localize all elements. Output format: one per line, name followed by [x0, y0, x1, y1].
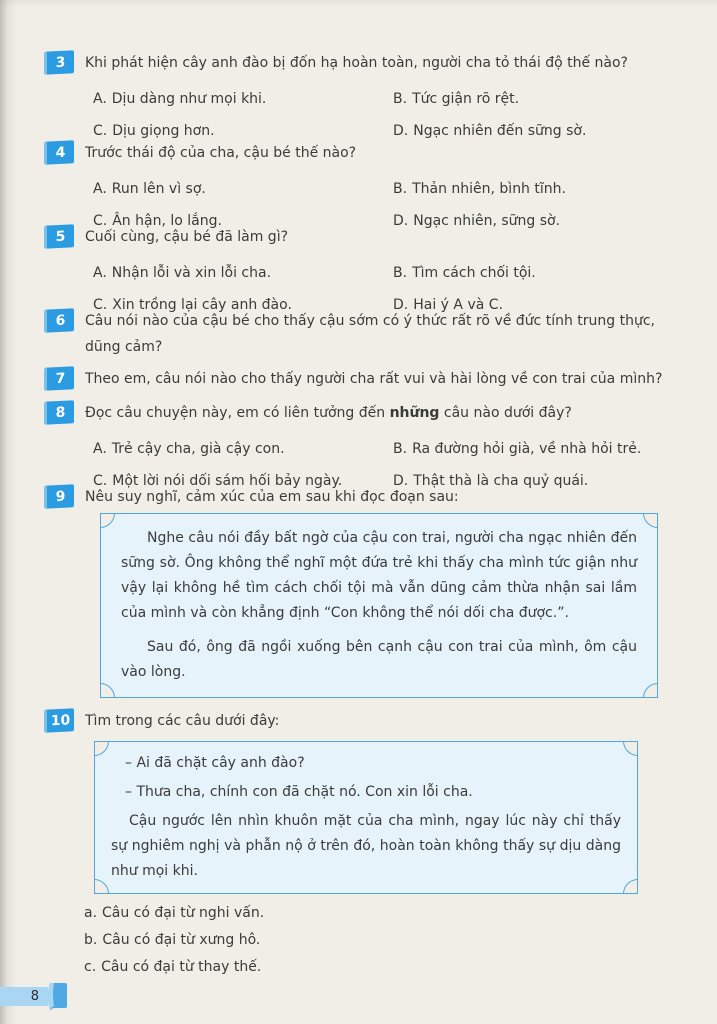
dialogue-line: – Thưa cha, chính con đã chặt nó. Con xin lỗi cha. — [125, 784, 473, 800]
book-icon — [45, 981, 69, 1013]
quote-text — [95, 742, 637, 893]
option-d: D. Ngạc nhiên đến sững sờ. — [393, 123, 587, 139]
question-3-options — [93, 86, 687, 144]
question-4-heading — [44, 140, 687, 166]
dialogue-line: – Ai đã chặt cây anh đào? — [125, 755, 305, 771]
option-d: D. Thật thà là cha quỷ quái. — [393, 473, 589, 489]
option-a: A. Dịu dàng như mọi khi. — [93, 91, 267, 107]
option-b: B. Tức giận rõ rệt. — [393, 91, 520, 107]
question-number-badge: 8 — [44, 400, 74, 425]
question-text: Nêu suy nghĩ, cảm xúc của em sau khi đọc đoạn sau: — [85, 489, 459, 505]
question-3 — [44, 50, 687, 144]
option-b: B. Tìm cách chối tội. — [393, 265, 536, 281]
question-text: Đọc câu chuyện này, em có liên tưởng đến những câu nào dưới đây? — [85, 405, 572, 421]
quote-paragraph: Sau đó, ông đã ngồi xuống bên cạnh cậu con trai của mình, ôm cậu vào lòng. — [121, 639, 637, 680]
question-7 — [44, 366, 687, 392]
question-10-heading — [44, 708, 687, 734]
option-c: C. Xin trồng lại cây anh đào. — [93, 297, 292, 313]
option-b: B. Thản nhiên, bình tĩnh. — [393, 181, 566, 197]
question-10-sub-options — [84, 900, 264, 981]
question-4 — [44, 140, 687, 234]
question-text: Trước thái độ của cha, cậu bé thế nào? — [85, 145, 357, 161]
question-text: Theo em, câu nói nào cho thấy người cha rất vui và hài lòng về con trai của mình? — [85, 371, 663, 387]
option-c: C. Ân hận, lo lắng. — [93, 213, 222, 229]
question-8 — [44, 400, 687, 494]
page-number-bar — [0, 987, 48, 1006]
question-5-heading — [44, 224, 687, 250]
quote-paragraph: Cậu ngước lên nhìn khuôn mặt của cha mình, ngay lúc này chỉ thấy sự nghiêm nghị và phẫn nộ ở trên đó, hoàn toàn không thấy sự dịu dàng như mọi khi. — [111, 813, 621, 879]
option-a: A. Trẻ cậy cha, già cậy con. — [93, 441, 285, 457]
question-9-heading — [44, 484, 687, 510]
question-number-badge: 10 — [44, 708, 74, 733]
option-d: D. Ngạc nhiên, sững sờ. — [393, 213, 561, 229]
option-d: D. Hai ý A và C. — [393, 297, 503, 313]
quote-text — [101, 514, 657, 697]
page-top-shadow — [0, 0, 717, 8]
option-c: C. Dịu giọng hơn. — [93, 123, 215, 139]
question-text: Tìm trong các câu dưới đây: — [85, 713, 280, 729]
question-6 — [44, 308, 687, 360]
question-10 — [44, 708, 687, 734]
sub-option-a: a. Câu có đại từ nghi vấn. — [84, 905, 265, 921]
question-9 — [44, 484, 687, 510]
question-text: Câu nói nào của cậu bé cho thấy cậu sớm có ý thức rất rõ về đức tính trung thực, dũng cảm? — [85, 313, 655, 355]
emphasized-word: những — [389, 405, 440, 421]
question-8-heading — [44, 400, 687, 426]
page-edge-shadow — [0, 0, 16, 1024]
option-a: A. Run lên vì sợ. — [93, 181, 206, 197]
sub-option-b: b. Câu có đại từ xưng hô. — [84, 932, 261, 948]
quote-box-question-10 — [94, 741, 638, 894]
question-5 — [44, 224, 687, 318]
question-6-heading — [44, 308, 687, 360]
question-7-heading — [44, 366, 687, 392]
question-number-badge: 5 — [44, 224, 74, 249]
question-text: Khi phát hiện cây anh đào bị đốn hạ hoàn toàn, người cha tỏ thái độ thế nào? — [85, 55, 628, 71]
question-3-heading — [44, 50, 687, 76]
option-c: C. Một lời nói dối sám hối bảy ngày. — [93, 473, 343, 489]
question-number-badge: 9 — [44, 484, 74, 509]
sub-option-c: c. Câu có đại từ thay thế. — [84, 959, 262, 975]
option-a: A. Nhận lỗi và xin lỗi cha. — [93, 265, 272, 281]
option-b: B. Ra đường hỏi già, về nhà hỏi trẻ. — [393, 441, 642, 457]
question-number-badge: 7 — [44, 366, 74, 391]
quote-paragraph: Nghe câu nói đầy bất ngờ của cậu con trai, người cha ngạc nhiên đến sững sờ. Ông không thể nghĩ một đứa trẻ khi thấy cha mình tức giận như vậy lại không hề tìm cách chối tội mà vẫn dũng cảm thừa nhận sai lầm của mình và còn khẳng định “Con không thể nói dối cha được.”. — [121, 530, 637, 621]
question-number-badge: 4 — [44, 140, 74, 165]
quote-box-question-9 — [100, 513, 658, 698]
page-number: 8 — [30, 989, 39, 1004]
question-number-badge: 3 — [44, 50, 74, 75]
question-number-badge: 6 — [44, 308, 74, 333]
question-text: Cuối cùng, cậu bé đã làm gì? — [85, 229, 289, 245]
